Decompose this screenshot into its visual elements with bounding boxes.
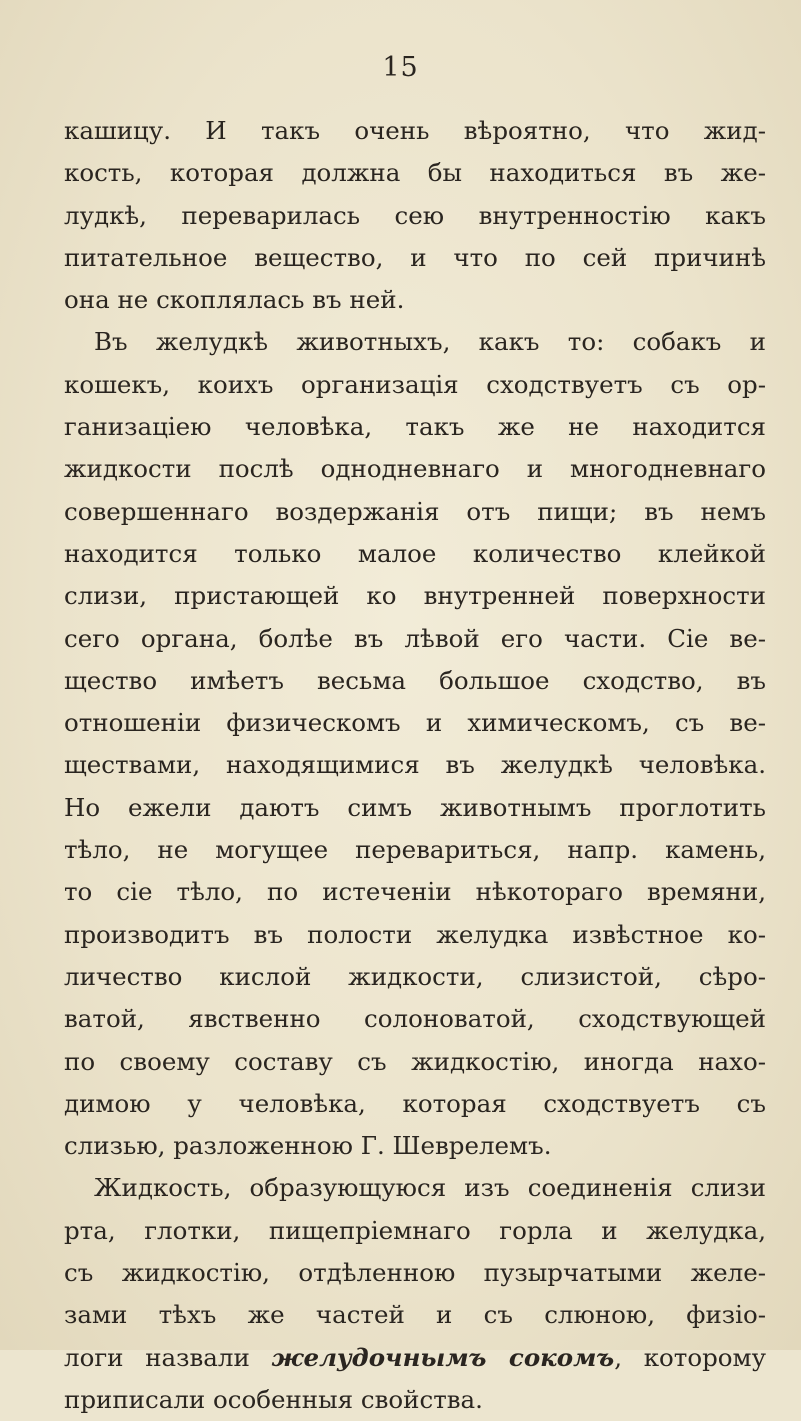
text-line: ватой, явственно солоноватой, сходствующей [64,1004,766,1034]
emphasized-term: желудочнымъ сокомъ [271,1342,615,1372]
text-line: находится только малое количество клейкой [64,538,766,568]
text-line: лудкѣ, переварилась сею внутренностію какъ [64,200,766,230]
text-line: Но ежели даютъ симъ животнымъ проглотить [64,792,766,822]
text-line: приписали особенныя свойства. [64,1384,483,1414]
text-line: она не скоплялась въ ней. [64,285,405,315]
text-line: слизью, разложенною Г. Шеврелемъ. [64,1131,552,1161]
text-line: жидкости послѣ однодневнаго и многодневнаго [64,454,766,484]
text-line: сего органа, болѣе въ лѣвой его части. Сіе ве- [64,623,766,653]
text-line: питательное вещество, и что по сей причинѣ [64,242,766,272]
text-line: кость, которая должна бы находиться въ же- [64,158,766,188]
text-line: съ жидкостію, отдѣленною пузырчатыми желе- [64,1258,766,1288]
text-line: то сіе тѣло, по истеченіи нѣкотораго времяни, [64,877,766,907]
page-number: 15 [382,52,419,83]
text-line: совершеннаго воздержанія отъ пищи; въ немъ [64,496,766,526]
text-fragment: , которому [614,1342,766,1372]
text-line-with-emphasis [64,1337,766,1379]
text-line: отношеніи физическомъ и химическомъ, съ ве- [64,708,766,738]
text-line: Въ желудкѣ животныхъ, какъ то: собакъ и [94,327,766,357]
text-line: зами тѣхъ же частей и съ слюною, физіо- [64,1300,766,1330]
paragraph [64,321,766,1167]
text-fragment: логи назвали [64,1342,272,1372]
text-line: кашицу. И такъ очень вѣроятно, что жид- [64,116,766,145]
paragraph [64,110,766,321]
text-line: Жидкость, образующуюся изъ соединенія слизи [94,1173,766,1203]
text-line: по своему составу съ жидкостію, иногда нахо- [64,1046,766,1076]
text-line: слизи, пристающей ко внутренней поверхности [64,581,766,611]
text-line: кошекъ, коихъ организація сходствуетъ съ ор- [64,369,766,399]
page-text [64,110,766,1421]
text-line: тѣло, не могущее перевариться, напр. камень, [64,835,766,865]
text-line: щество имѣетъ весьма большое сходство, въ [64,665,766,695]
text-line: рта, глотки, пищепріемнаго горла и желудка, [64,1215,766,1245]
text-line: личество кислой жидкости, слизистой, сѣро- [64,961,766,991]
text-line: димою у человѣка, которая сходствуетъ съ [64,1088,766,1118]
paragraph [64,1167,766,1421]
text-line: ганизаціею человѣка, такъ же не находится [64,412,766,442]
text-line: производитъ въ полости желудка извѣстное ко- [64,919,766,949]
text-line: ществами, находящимися въ желудкѣ человѣка. [64,750,766,780]
